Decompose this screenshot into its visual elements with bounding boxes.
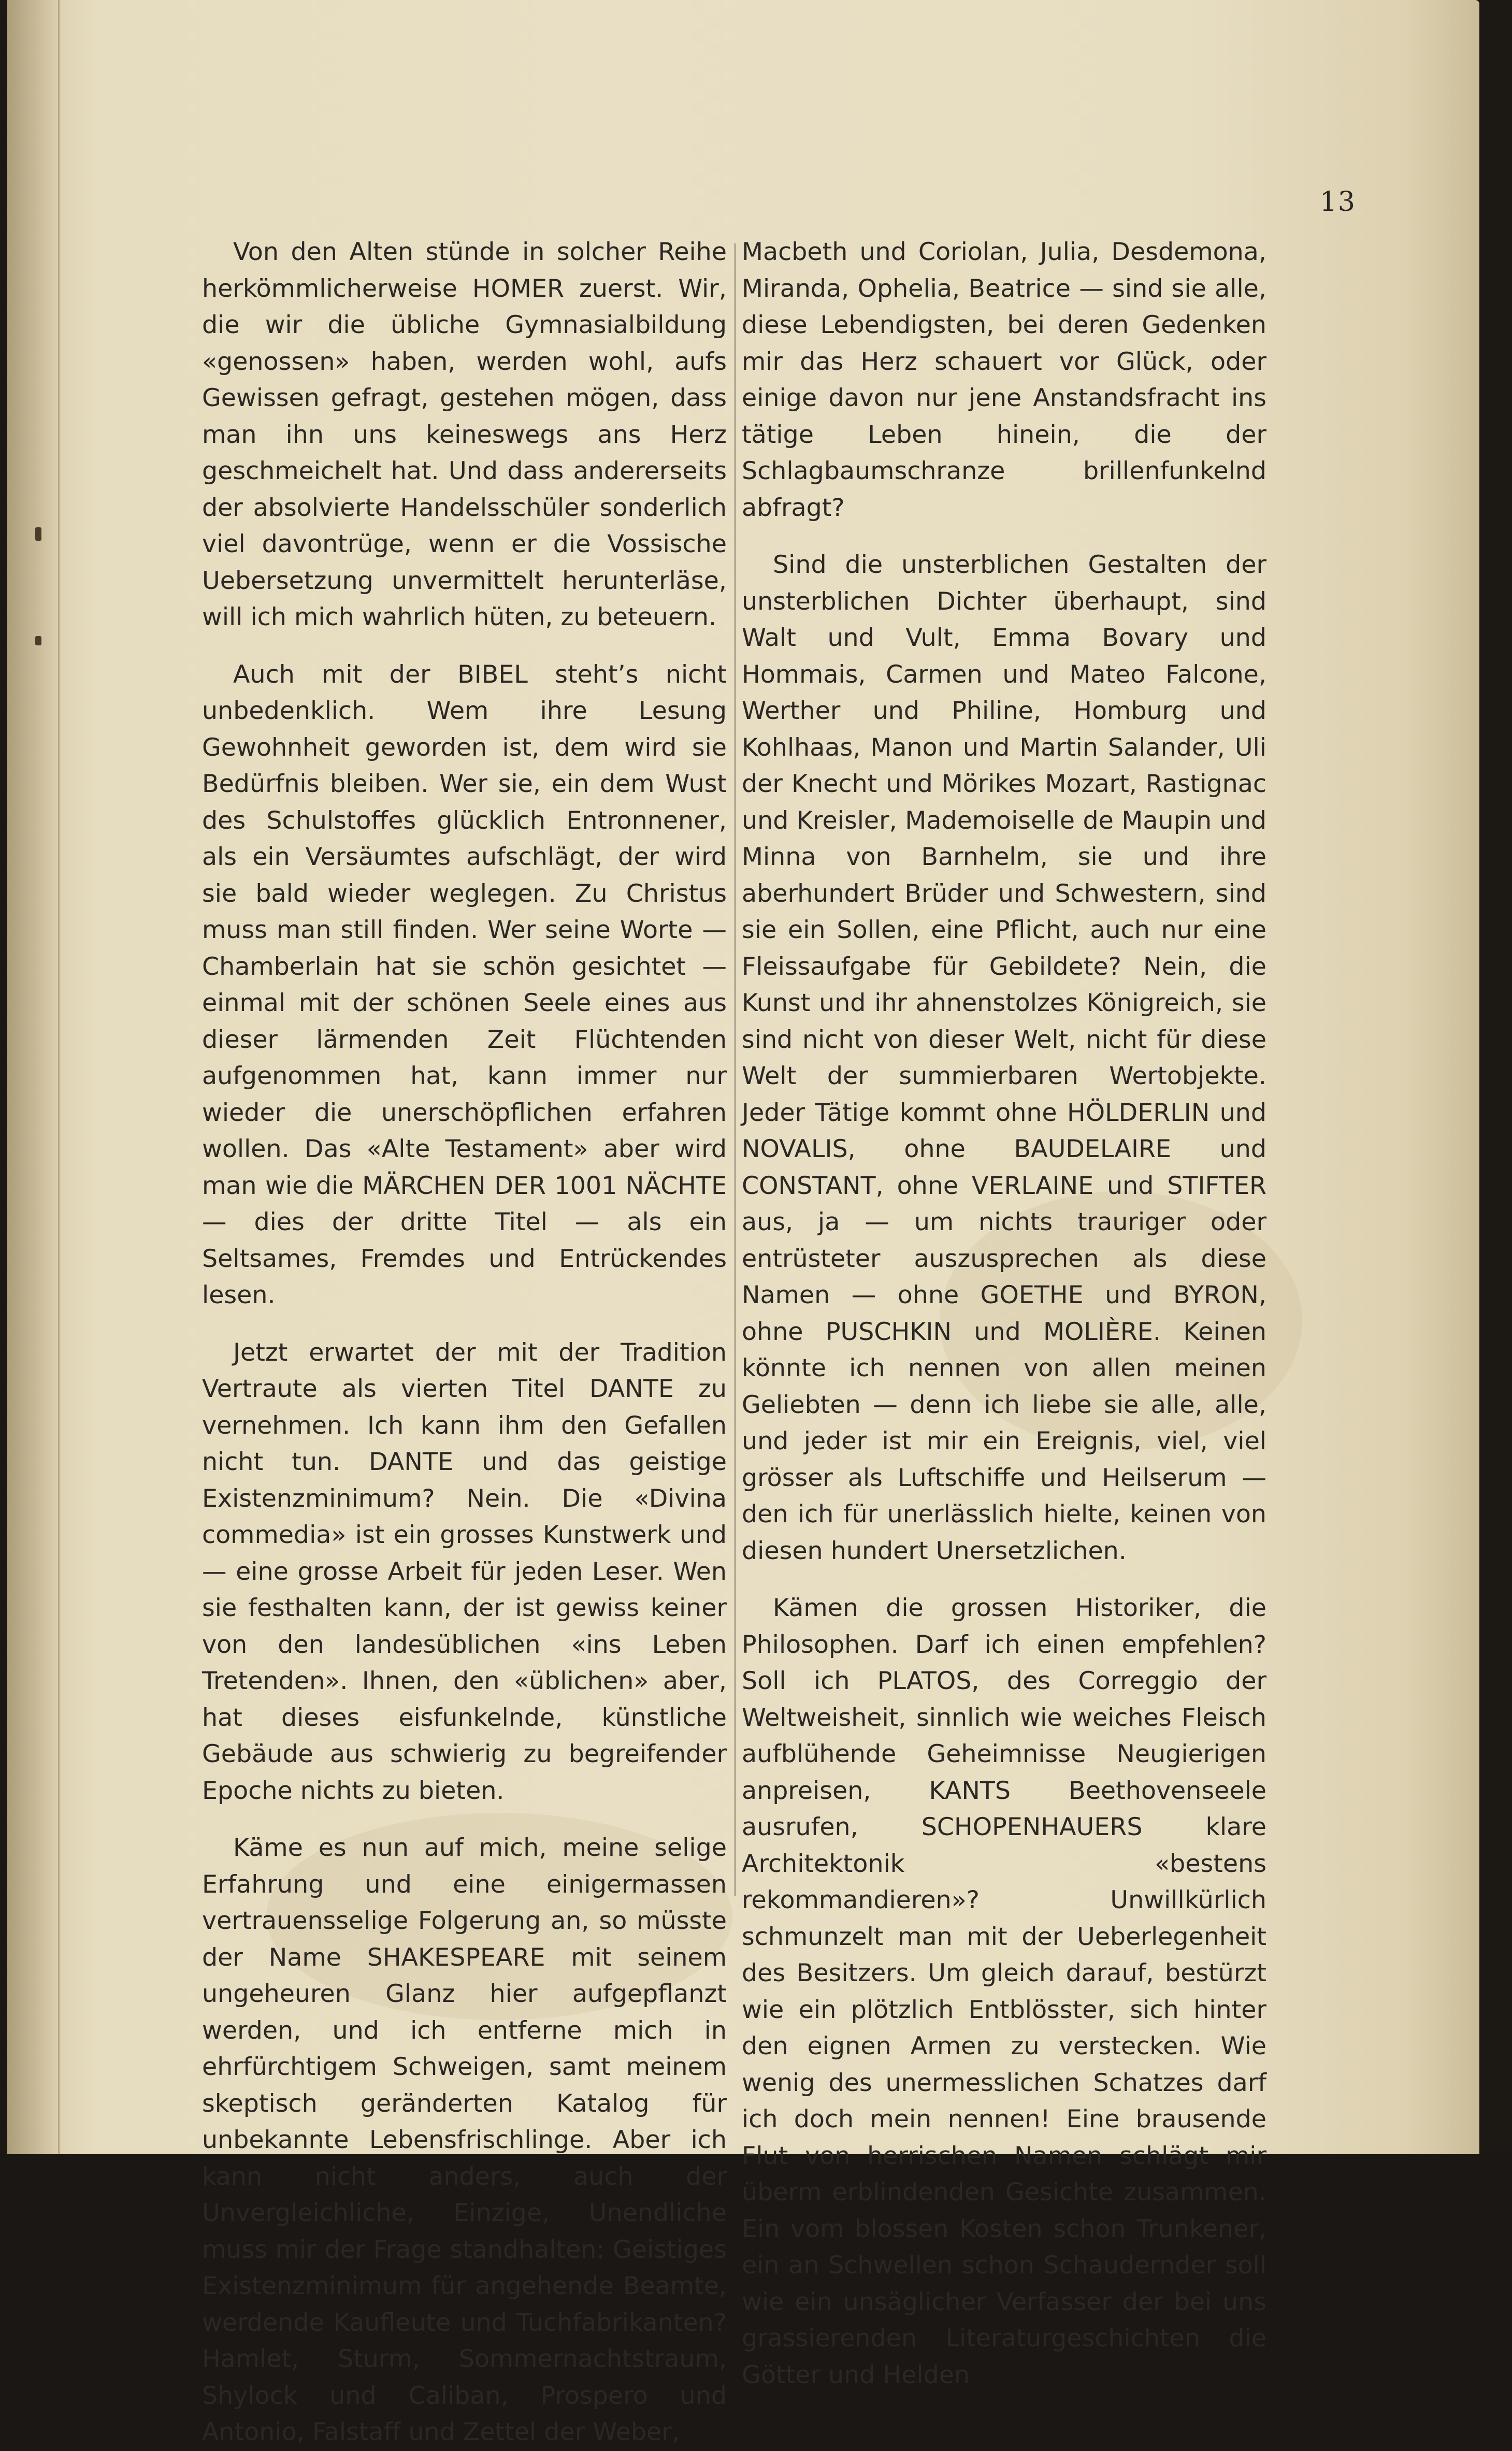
margin-mark (35, 636, 41, 645)
page-number: 13 (1319, 186, 1356, 218)
paragraph: Von den Alten stünde in solcher Reihe herkömmlicherweise HOMER zuerst. Wir, die wir die übliche Gymnasialbildung «genossen» haben, werden wohl, aufs Gewissen gefragt, gestehen mögen, dass man ihn uns keineswegs ans Herz geschmeichelt hat. Und dass andererseits der absolvierte Handelsschüler sonderlich viel davontrüge, wenn er die Vossische Uebersetzung unvermittelt herunterläse, will ich mich wahrlich hüten, zu beteuern. (202, 238, 727, 631)
left-text-column (202, 234, 727, 2451)
margin-mark (35, 527, 41, 541)
column-divider (735, 243, 736, 1896)
paragraph: Käme es nun auf mich, meine selige Erfahrung und eine einigermassen vertrauensselige Folgerung an, so müsste der Name SHAKESPEARE mit seinem ungeheuren Glanz hier aufgepflanzt werden, und ich entferne mich in ehrfürchtigem Schweigen, samt meinem skeptisch geränderten Katalog für unbekannte Lebensfrischlinge. Aber ich kann nicht anders, auch der Unvergleichliche, Einzige, Unendliche muss mir der Frage standhalten: Geistiges Existenzminimum für angehende Beamte, werdende Kaufleute und Tuchfabrikanten? Hamlet, Sturm, Sommernachtstraum, Shylock und Caliban, Prospero und Antonio, Falstaff und Zettel der Weber, (202, 1834, 727, 2446)
binding-fold (58, 0, 60, 2154)
binding-gutter (7, 0, 64, 2154)
paragraph: Sind die unsterblichen Gestalten der unsterblichen Dichter überhaupt, sind Walt und Vult, Emma Bovary und Hommais, Carmen und Mateo Falcone, Werther und Philine, Homburg und Kohlhaas, Manon und Martin Salander, Uli der Knecht und Mörikes Mozart, Rastignac und Kreisler, Mademoiselle de Maupin und Minna von Barnhelm, sie und ihre aberhundert Brüder und Schwestern, sind sie ein Sollen, eine Pflicht, auch nur eine Fleissaufgabe für Gebildete? Nein, die Kunst und ihr ahnenstolzes Königreich, sie sind nicht von dieser Welt, nicht für diese Welt der summierbaren Wertobjekte. Jeder Tätige kommt ohne HÖLDERLIN und NOVALIS, ohne BAUDELAIRE und CONSTANT, ohne VERLAINE und STIFTER aus, ja — um nichts trauriger oder entrüsteter auszusprechen als diese Namen — ohne GOETHE und BYRON, ohne PUSCHKIN und MOLIÈRE. Keinen könnte ich nennen von allen meinen Geliebten — denn ich liebe sie alle, alle, und jeder ist mir ein Ereignis, viel, viel grösser als Luftschiffe und Heilserum — den ich für unerlässlich hielte, keinen von diesen hundert Unersetzlichen. (742, 551, 1266, 1565)
paragraph: Macbeth und Coriolan, Julia, Desdemona, Miranda, Ophelia, Beatrice — sind sie alle, diese Lebendigsten, bei deren Gedenken mir das Herz schauert vor Glück, oder einige davon nur jene Anstandsfracht ins tätige Leben hinein, die der Schlagbaumschranze brillenfunkelnd abfragt? (742, 238, 1266, 522)
paragraph: Jetzt erwartet der mit der Tradition Vertraute als vierten Titel DANTE zu vernehmen. Ich kann ihm den Gefallen nicht tun. DANTE und das geistige Existenzminimum? Nein. Die «Divina commedia» ist ein grosses Kunstwerk und — eine grosse Arbeit für jeden Leser. Wen sie festhalten kann, der ist gewiss keiner von den landesüblichen «ins Leben Tretenden». Ihnen, den «üblichen» aber, hat dieses eisfunkelnde, künstliche Gebäude aus schwierig zu begreifender Epoche nichts zu bieten. (202, 1338, 727, 1805)
paragraph: Auch mit der BIBEL steht’s nicht unbedenklich. Wem ihre Lesung Gewohnheit geworden ist, dem wird sie Bedürfnis bleiben. Wer sie, ein dem Wust des Schulstoffes glücklich Entronnener, als ein Versäumtes aufschlägt, der wird sie bald wieder weglegen. Zu Christus muss man still finden. Wer seine Worte — Chamberlain hat sie schön gesichtet — einmal mit der schönen Seele eines aus dieser lärmenden Zeit Flüchtenden aufgenommen hat, kann immer nur wieder die unerschöpflichen erfahren wollen. Das «Alte Testament» aber wird man wie die MÄRCHEN DER 1001 NÄCHTE — dies der dritte Titel — als ein Seltsames, Fremdes und Entrückendes lesen. (202, 660, 727, 1309)
right-text-column (742, 234, 1266, 2394)
paragraph: Kämen die grossen Historiker, die Philosophen. Darf ich einen empfehlen? Soll ich PLATOS, des Correggio der Weltweisheit, sinnlich wie weiches Fleisch aufblühende Geheimnisse Neugierigen anpreisen, KANTS Beethovenseele ausrufen, SCHOPENHAUERS klare Architektonik «bestens rekommandieren»? Unwillkürlich schmunzelt man mit der Ueberlegenheit des Besitzers. Um gleich darauf, bestürzt wie ein plötzlich Entblösster, sich hinter den eignen Armen zu verstecken. Wie wenig des unermesslichen Schatzes darf ich doch mein nennen! Eine brausende Flut von herrischen Namen schlägt mir überm erblindenden Gesichte zusammen. Ein vom blossen Kosten schon Trunkener, ein an Schwellen schon Schaudernder soll wie ein unsäglicher Verfasser der bei uns grassierenden Literaturgeschichten die Götter und Helden (742, 1594, 1266, 2389)
